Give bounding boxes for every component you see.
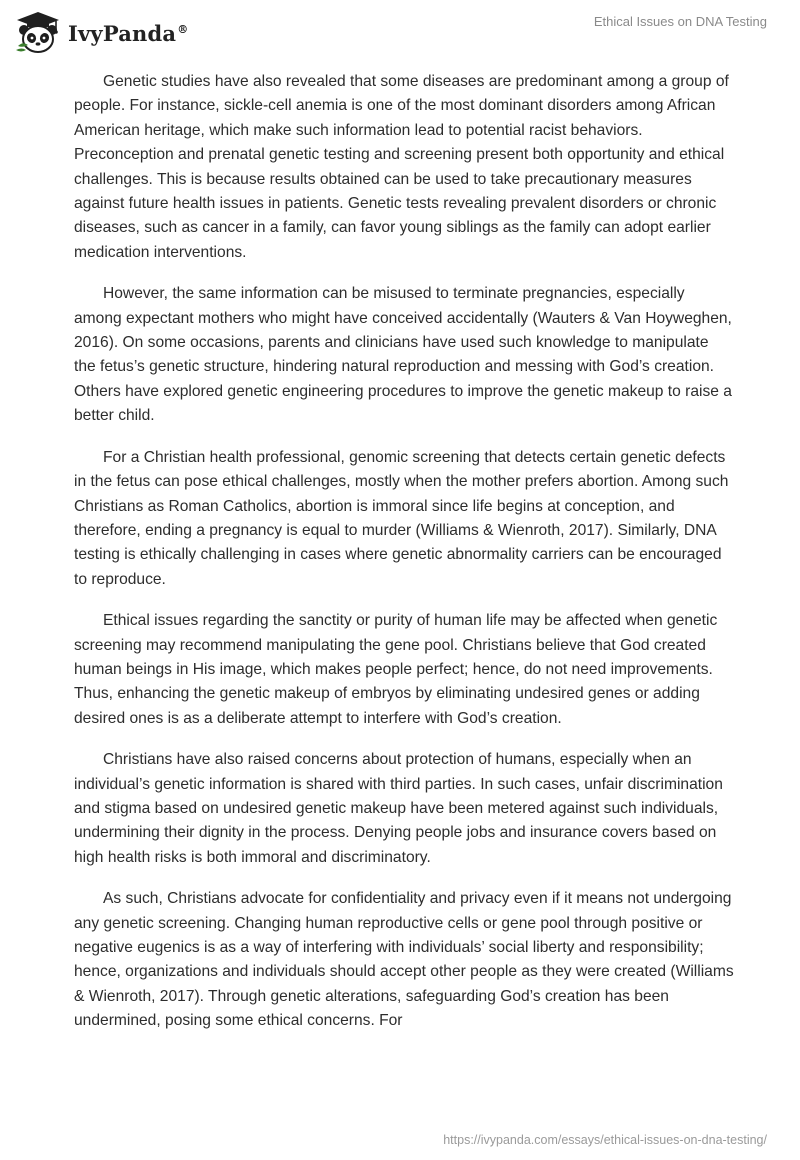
brand-name: IvyPanda® xyxy=(68,20,189,46)
page-header xyxy=(0,0,800,70)
registered-mark: ® xyxy=(177,22,189,36)
ivypanda-logo[interactable] xyxy=(14,10,188,54)
document-title: Ethical Issues on DNA Testing xyxy=(593,14,767,29)
paragraph: However, the same information can be misused to terminate pregnancies, especially among expectant mothers who might have conceived accidentally (Wauters & Van Hoyweghen, 2016). On some occasions, parents and clinicians have used such knowledge to manipulate the fetus’s genetic structure, hindering natural reproduction and messing with God’s creation. Others have explored genetic engineering procedures to improve the genetic makeup to raise a better child. xyxy=(74,285,732,425)
paragraph: Genetic studies have also revealed that some diseases are predominant among a group of people. For instance, sickle-cell anemia is one of the most dominant disorders among African American heritage, which make such information lead to potential racist behaviors. Preconception and prenatal genetic testing and screening present both opportunity and ethical challenges. This is because results obtained can be used to take precautionary measures against future health issues in patients. Genetic tests revealing prevalent disorders or chronic diseases, such as cancer in a family, can favor young siblings as the family can adopt earlier medication interventions. xyxy=(74,73,729,261)
panda-graduate-icon xyxy=(14,10,62,54)
paragraph: As such, Christians advocate for confidentiality and privacy even if it means not undergoing any genetic screening. Changing human reproductive cells or gene pool through positive or negative eugenics is as a way of interfering with individuals’ social liberty and responsibility; hence, organizations and individuals should accept other people as they were created (Williams & Wienroth, 2017). Through genetic alterations, safeguarding God’s creation has been undermined, posing some ethical concerns. For xyxy=(74,890,734,1030)
paragraph: Christians have also raised concerns about protection of humans, especially when an individual’s genetic information is shared with third parties. In such cases, unfair discrimination and stigma based on undesired genetic makeup have been metered against such individuals, undermining their dignity in the process. Denying people jobs and insurance covers based on high health risks is both immoral and discriminatory. xyxy=(74,751,723,866)
paragraph: For a Christian health professional, genomic screening that detects certain genetic defects in the fetus can pose ethical challenges, mostly when the mother prefers abortion. Among such Christians as Roman Catholics, abortion is immoral since life begins at conception, and therefore, ending a pregnancy is equal to murder (Williams & Wienroth, 2017). Similarly, DNA testing is ethically challenging in cases where genetic abnormality carriers can be encouraged to reproduce. xyxy=(74,448,729,588)
essay-body xyxy=(74,70,734,1051)
paragraph: Ethical issues regarding the sanctity or purity of human life may be affected when genetic screening may recommend manipulating the gene pool. Christians believe that God created human beings in His image, which makes people perfect; hence, do not need improvements. Thus, enhancing the genetic makeup of embryos by eliminating undesired genes or adding desired ones is as a deliberate attempt to interfere with God’s creation. xyxy=(74,612,718,727)
source-url[interactable]: https://ivypanda.com/essays/ethical-issues-on-dna-testing/ xyxy=(443,1133,767,1147)
